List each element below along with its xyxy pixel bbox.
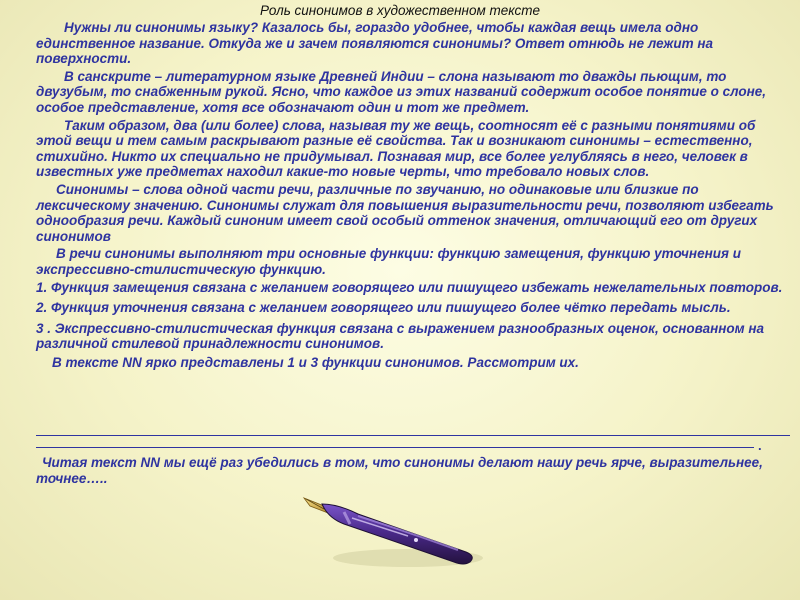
fountain-pen-icon [298, 488, 488, 584]
paragraph-definition: Синонимы – слова одной части речи, различные по звучанию, но одинаковые или близкие по лексическому значению. Синонимы служат для повышения выразительности речи, позволяют избегать однообразия речи. Каждый синоним имеет свой особый оттенок значения, отличающий его от других синонимов [36, 181, 774, 244]
function-item-3: 3 . Экспрессивно-стилистическая функция связана с выражением разнообразных оценок, основанном на различной стилевой принадлежности синонимов. [36, 320, 765, 352]
answer-line-1 [36, 435, 790, 436]
answer-line-2 [36, 447, 754, 448]
paragraph-text-nn: В тексте NN ярко представлены 1 и 3 функции синонимов. Рассмотрим их. [52, 354, 579, 370]
function-item-2: 2. Функция уточнения связана с желанием говорящего или пишущего более чётко передать мысль. [36, 300, 731, 316]
line-end-mark: . [758, 438, 762, 453]
body-text [36, 20, 788, 370]
paragraph-synonyms-question: Нужны ли синонимы языку? Казалось бы, гораздо удобнее, чтобы каждая вещь имела одно единственное название. Откуда же и зачем появляются синонимы? Ответ отнюдь не лежит на поверхности. [36, 20, 714, 67]
paragraph-sanskrit: В санскрите – литературном языке Древней Индии – слона называют то дважды пьющим, то двузубым, то снабженным рукой. Ясно, что каждое из этих названий содержит особое понятие о слоне, особое представление, хотя все обозначают один и тот же предмет. [36, 68, 767, 115]
conclusion-sentence: Читая текст NN мы ещё раз убедились в том, что синонимы делают нашу речь ярче, выразительнее, точнее….. [36, 455, 763, 486]
slide-title: Роль синонимов в художественном тексте [260, 3, 540, 18]
function-item-1: 1. Функция замещения связана с желанием говорящего или пишущего избежать нежелательных повторов. [36, 279, 783, 295]
paragraph-functions: В речи синонимы выполняют три основные функции: функцию замещения, функцию уточнения и экспрессивно-стилистическую функцию. [36, 246, 741, 277]
paragraph-origin: Таким образом, два (или более) слова, называя ту же вещь, соотносят её с разными понятиями об этой вещи и тем самым раскрывают разные её свойства. Так и возникают синонимы – естественно, стихийно. Никто их специально не придумывал. Познавая мир, все более углубляясь в него, человек в известных уже предметах находил какие-то новые черты, что требовало новых слов. [36, 117, 756, 180]
conclusion-text [36, 455, 776, 486]
